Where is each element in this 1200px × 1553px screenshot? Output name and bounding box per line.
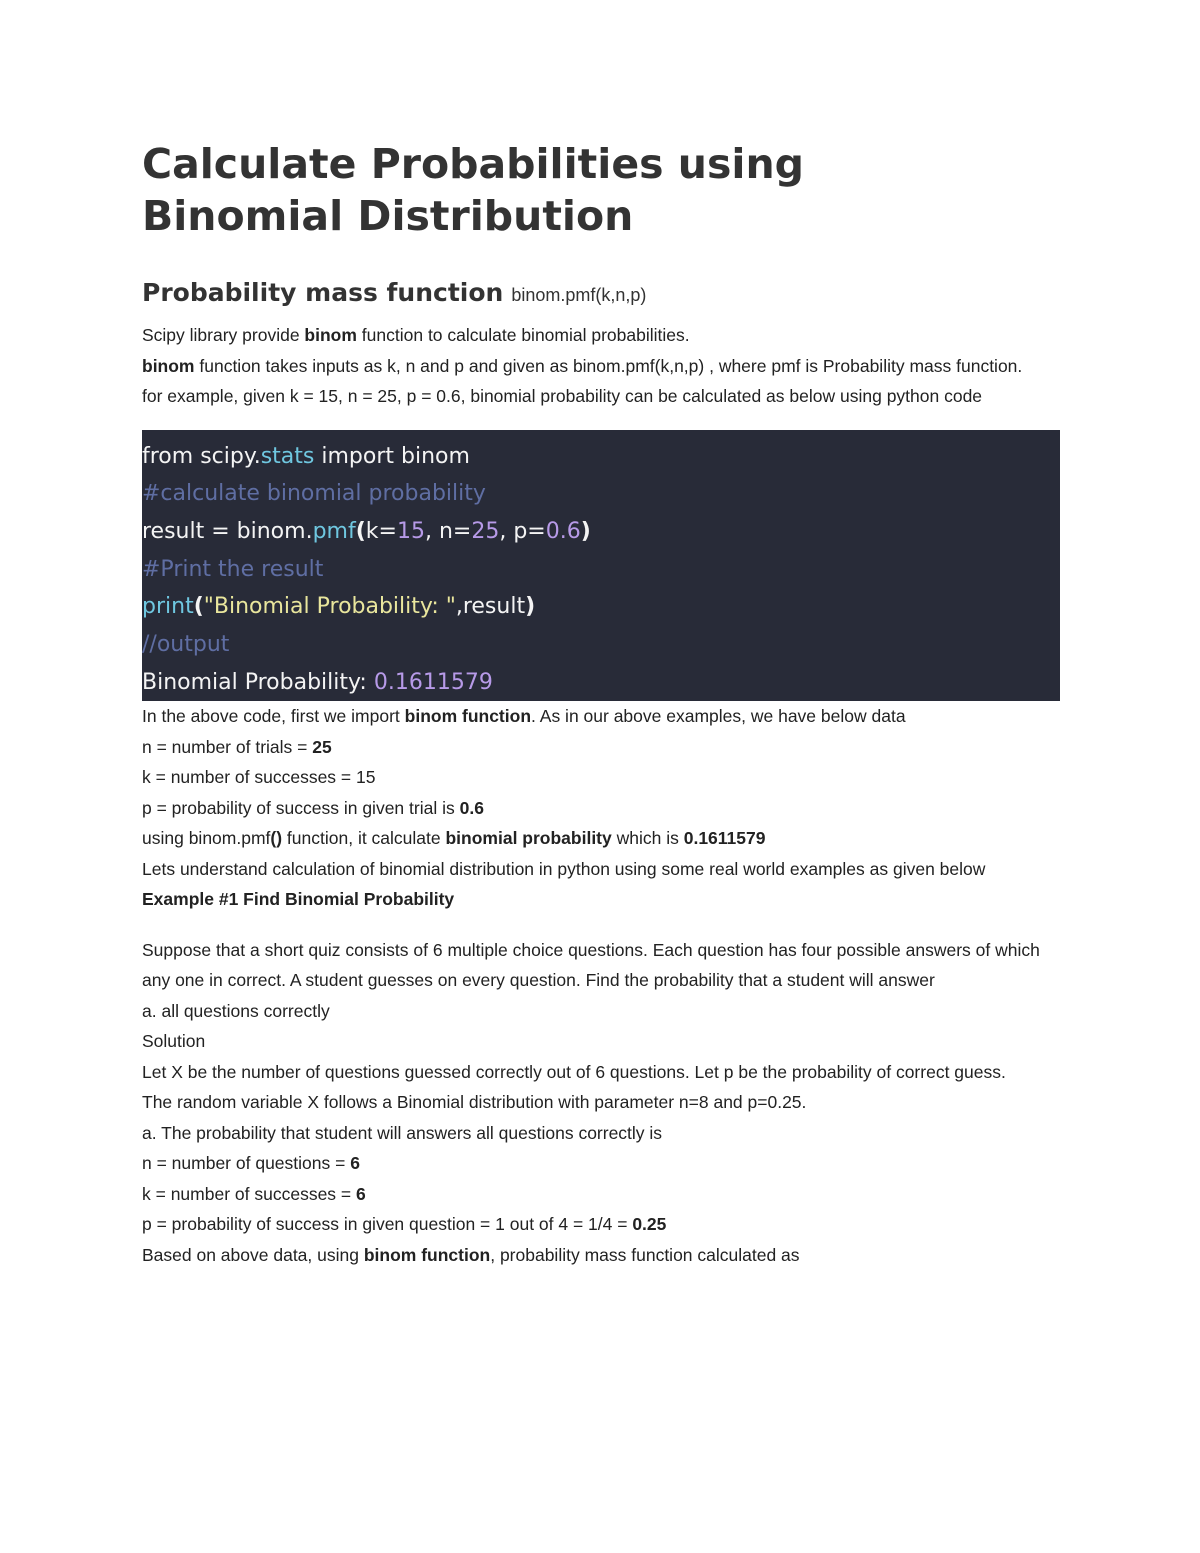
page-title [142,138,1060,242]
code-line-2: #calculate binomial probability [142,481,486,507]
spacer [142,915,1060,935]
explain-line-2: n = number of trials = 25 [142,736,332,757]
example-heading: Example #1 Find Binomial Probability [142,889,455,910]
code-line-7: Binomial Probability: 0.1611579 [142,669,493,695]
solution-label: Solution [142,1031,206,1052]
solution-line-2: The random variable X follows a Binomial distribution with parameter n=8 and p=0.25. [142,1092,807,1113]
explain-line-3: k = number of successes = 15 [142,767,376,788]
intro-line-3: for example, given k = 15, n = 25, p = 0.6, binomial probability can be calculated as below using python code [142,386,983,406]
intro-line-1: Scipy library provide binom function to calculate binomial probabilities. [142,325,690,345]
section-heading [142,278,1060,310]
title-line-2: Binomial Distribution [142,192,634,240]
document-page [142,138,1060,1270]
section-heading-text: Probability mass function [142,278,504,307]
explain-line-1: In the above code, first we import binom function. As in our above examples, we have below data [142,706,906,727]
code-line-5: print("Binomial Probability: ",result) [142,594,536,620]
explain-line-5: using binom.pmf() function, it calculate binomial probability which is 0.1611579 [142,828,766,849]
code-line-6: //output [142,631,230,657]
code-line-3: result = binom.pmf(k=15, n=25, p=0.6) [142,518,591,544]
solution-line-5: k = number of successes = 6 [142,1183,366,1204]
section-heading-function: binom.pmf(k,n,p) [511,285,647,305]
example-block [142,884,1060,1270]
solution-line-7: Based on above data, using binom function, probability mass function calculated as [142,1244,800,1265]
code-line-1: from scipy.stats import binom [142,443,470,469]
solution-line-4: n = number of questions = 6 [142,1153,360,1174]
code-line-4: #Print the result [142,556,324,582]
solution-line-3: a. The probability that student will answers all questions correctly is [142,1122,663,1143]
solution-line-6: p = probability of success in given question = 1 out of 4 = 1/4 = 0.25 [142,1214,667,1235]
explanation-block [142,701,1060,884]
explain-line-4: p = probability of success in given trial is 0.6 [142,797,484,818]
explain-line-6: Lets understand calculation of binomial distribution in python using some real world examples as given below [142,858,986,879]
code-block [142,430,1060,702]
example-part-a: a. all questions correctly [142,1000,330,1021]
intro-block [142,320,1060,412]
title-line-1: Calculate Probabilities using [142,140,804,188]
intro-line-2: binom function takes inputs as k, n and p and given as binom.pmf(k,n,p) , where pmf is Probability mass function. [142,355,1023,376]
example-question: Suppose that a short quiz consists of 6 multiple choice questions. Each question has four possible answers of which any one in correct. A student guesses on every question. Find the probability that a student will answer [142,939,1040,991]
solution-line-1: Let X be the number of questions guessed correctly out of 6 questions. Let p be the probability of correct guess. [142,1061,1006,1082]
